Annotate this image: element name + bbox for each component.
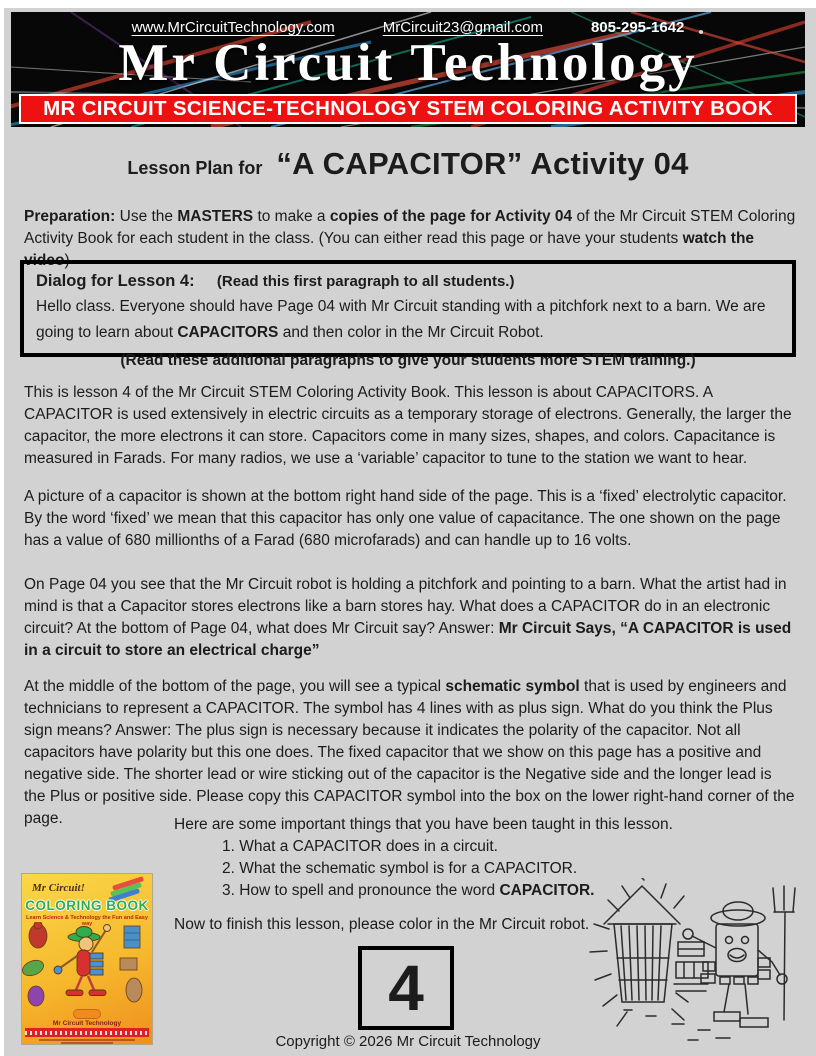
header-banner: [11, 12, 805, 127]
robot-barn-drawing: [588, 878, 812, 1054]
list-item-3: 3. How to spell and pronounce the word CAPACITOR.: [222, 882, 595, 899]
body-paragraph-3: On Page 04 you see that the Mr Circuit robot is holding a pitchfork and pointing to a barn. What the artist had in mind is that a Capacitor stores electrons like a barn stores hay. What does a CAPACITOR do in an electronic circuit? At the bottom of Page 04, what does Mr Circuit say? Answer: Mr Circuit Says, “A CAPACITOR is used in a circuit to store an electrical charge”: [24, 576, 792, 659]
dialog-box: [20, 260, 796, 357]
activity-book-banner: MR CIRCUIT SCIENCE-TECHNOLOGY STEM COLORING ACTIVITY BOOK: [19, 94, 797, 124]
finish-line: Now to finish this lesson, please color in the Mr Circuit robot.: [174, 916, 590, 933]
cover-script-logo: Mr Circuit!: [32, 882, 85, 894]
body-paragraph-4: At the middle of the bottom of the page, you will see a typical schematic symbol that is used by engineers and technicians to represent a CAPACITOR. The symbol has 4 lines with as plus sign. What do you think the Plus sign means? Answer: The plus sign is necessary because it indicates the polarity of the capacitor. Not all capacitors have polarity but this one does. The fixed capacitor that we show on this page has a positive and negative side. The shorter lead or wire sticking out of the capacitor is the Negative side and the longer lead is the Plus or positive side. Please copy this CAPACITOR symbol into the box on the lower right-hand corner of the page.: [24, 678, 795, 827]
dialog-body: Hello class. Everyone should have Page 04 with Mr Circuit standing with a pitchfork next to a barn. We are going to learn about CAPACITORS and then color in the Mr Circuit Robot.: [36, 298, 766, 341]
contact-row: [11, 19, 805, 36]
dialog-heading-right: (Read this first paragraph to all students.): [216, 273, 515, 290]
coloring-book-cover: [22, 874, 152, 1044]
list-item-2: 2. What the schematic symbol is for a CAPACITOR.: [222, 860, 578, 877]
title-main: “A CAPACITOR” Activity 04: [276, 146, 689, 181]
list-item-1: 1. What a CAPACITOR does in a circuit.: [222, 838, 498, 855]
body-paragraph-2: A picture of a capacitor is shown at the bottom right hand side of the page. This is a ‘fixed’ electrolytic capacitor. By the word ‘fixed’ we mean that this capacitor has only one value of capacitance. The one shown on the page has a value of 680 millionths of a Farad (680 microfarads) and can handle up to 16 volts.: [24, 488, 787, 549]
dialog-heading-left: Dialog for Lesson 4:: [36, 272, 195, 290]
page-title: [0, 146, 816, 182]
cover-cartoon-robots: [22, 922, 152, 1008]
body-paragraph-1: This is lesson 4 of the Mr Circuit STEM Coloring Activity Book. This lesson is about CAPACITORS. A CAPACITOR is used extensively in electric circuits as a temporary storage of electrons. Generally, the larger the capacitor, the more electrons it can store. Capacitors come in many sizes, shapes, and colors. Capacitance is measured in Farads. For many radios, we use a ‘variable’ capacitor to tune to the station we want to hear.: [24, 384, 792, 467]
cover-tagline: Learn Science & Technology the Fun and Easy way: [26, 915, 148, 927]
robot-barn-illustration: [588, 878, 812, 1054]
website-link[interactable]: www.MrCircuitTechnology.com: [131, 19, 335, 36]
preparation-paragraph: Preparation: Use the MASTERS to make a copies of the page for Activity 04 of the Mr Circuit STEM Coloring Activity Book for each student in the class. (You can either read this page or have your students watch the video): [24, 208, 796, 269]
brand-logo: Mr Circuit Technology: [118, 34, 698, 92]
cover-title: COLORING BOOK: [25, 898, 149, 913]
cover-badge-icon: [74, 1010, 100, 1018]
cover-publisher: Mr Circuit Technology: [52, 1020, 122, 1027]
pencils-icon: [108, 878, 148, 900]
title-prefix: Lesson Plan for: [127, 158, 263, 178]
copyright-line: Copyright © 2026 Mr Circuit Technology: [275, 1033, 541, 1050]
page-number: 4: [388, 952, 424, 1024]
dialog-heading: [36, 269, 780, 294]
phone-number: 805-295-1642: [590, 19, 685, 36]
summary-intro: Here are some important things that you have been taught in this lesson.: [174, 816, 673, 833]
email-link[interactable]: MrCircuit23@gmail.com: [382, 19, 543, 36]
note-line: (Read these additional paragraphs to give your students more STEM training.): [120, 352, 696, 369]
page-number-box: [358, 946, 454, 1030]
